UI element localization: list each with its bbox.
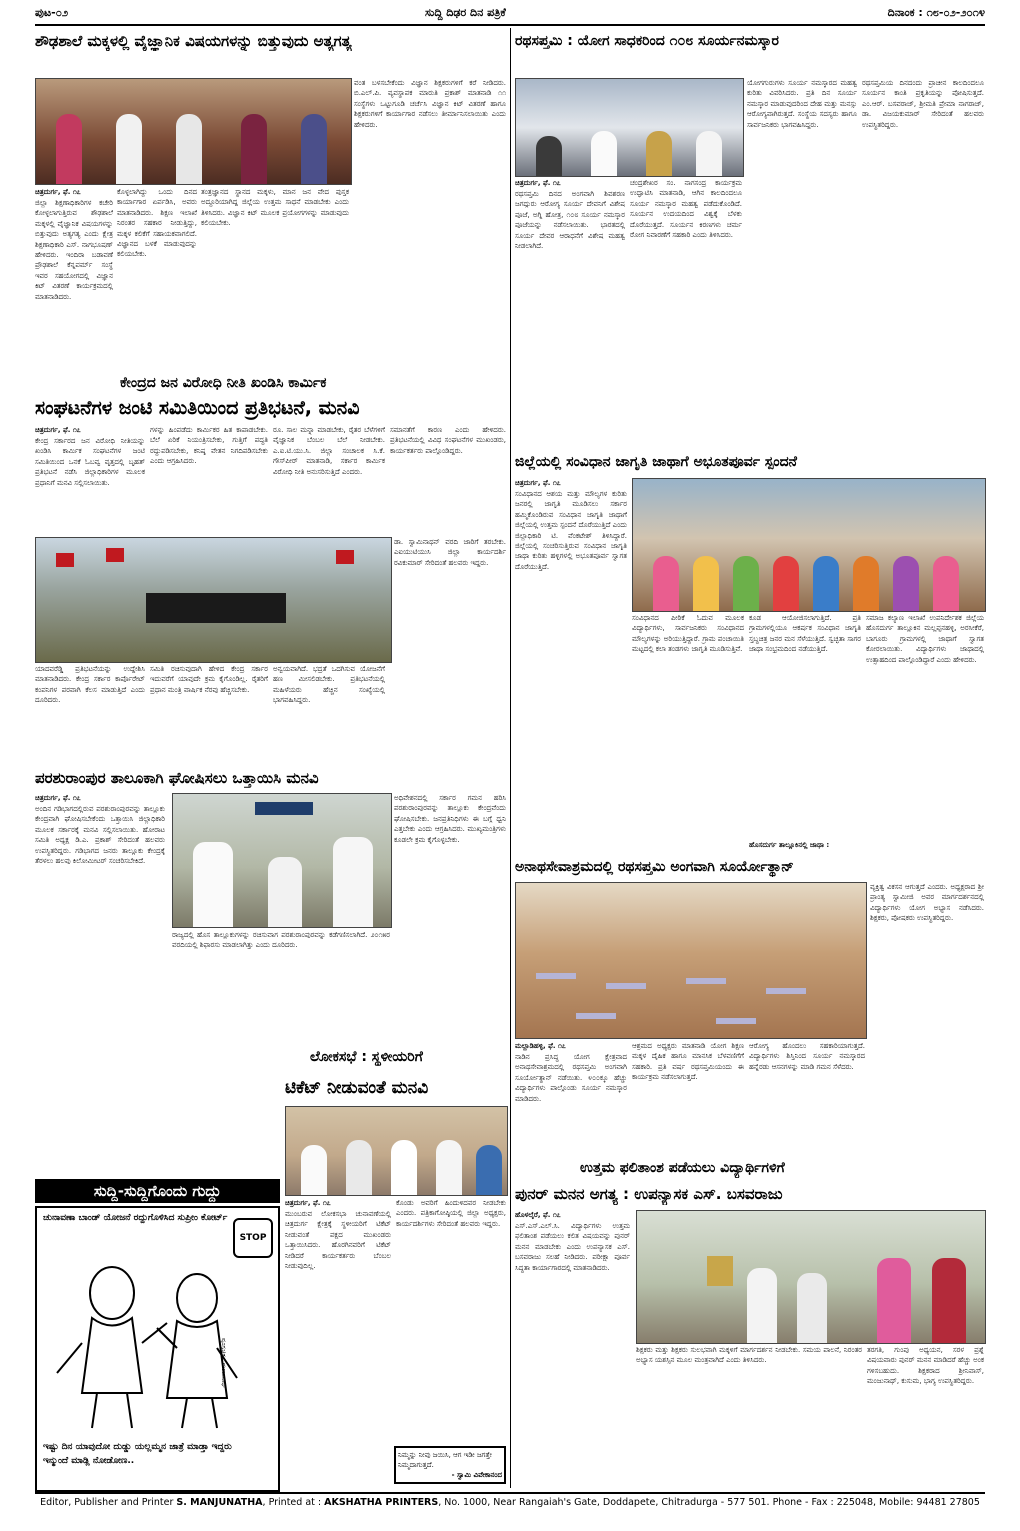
header-rule bbox=[35, 24, 985, 26]
constitution-col4: ಸಮಾಜ ಕಲ್ಯಾಣ ಇಲಾಖೆ ಉಪನಿರ್ದೇಶಕ ಜಿಲ್ಲೆಯ ಹೊಸದುರ್ಗ ತಾಲ್ಲೂಕಿನ ಮಲ್ಲಪ್ಪನಹಳ್ಳಿ, ಅರಸೀಕೆರೆ, ಬಾಗೂರು ಗ್ರಾಮಗಳಲ್ಲಿ ಜಾಥಾಗೆ ಸ್ವಾಗತ ಕೋರಲಾಯಿತು. ವಿದ್ಯಾರ್ಥಿಗಳು ಜಾಥಾದಲ್ಲಿ ಉತ್ಸಾಹದಿಂದ ಪಾಲ್ಗೊಂಡಿದ್ದಾರೆ ಎಂದು ಹೇಳಿದರು. bbox=[866, 614, 984, 664]
cartoon-caption-bottom: ಇಷ್ಟು ದಿನ ಯಾವುದೋ ದುಡ್ಡು ಯಲ್ಲಮ್ಮನ ಜಾತ್ರೆ ಮಾಡ್ತಾ ಇದ್ದರು ಇನ್ಮುಂದೆ ಮಾಡ್ಲಿ ನೋಡೋಣ.. bbox=[43, 1442, 232, 1466]
anandashrama-dateline: ಮಲ್ಲಾಡಿಹಳ್ಳಿ, ಫೆ. ೧೭ bbox=[515, 1042, 566, 1050]
protest-photo bbox=[35, 537, 392, 663]
ratha-saptami-dateline: ಚಿತ್ರದುರ್ಗ, ಫೆ. ೧೭ bbox=[515, 179, 561, 187]
science-kits-photo bbox=[35, 78, 352, 185]
lok-sabha-col2: ಕೊಂಡು ಅವರಿಗೆ ಹಿಂದುಳಿದವರ ನೀಡಬೇಕು ಎಂದರು. ಪತ್ರಿಕಾಗೋಷ್ಠಿಯಲ್ಲಿ ಜಿಲ್ಲಾ ಅಧ್ಯಕ್ಷರು, ಕಾರ್ಯದರ್ಶಿಗಳು ಸೇರಿದಂತೆ ಹಲವರು ಇದ್ದರು. bbox=[396, 1199, 506, 1228]
lok-sabha-photo bbox=[285, 1106, 508, 1196]
lok-sabha-headline: ಟಿಕೆಟ್ ನೀಡುವಂತೆ ಮನವಿ bbox=[285, 1078, 429, 1098]
protest-col3: ರೂ. ಸಾಲ ಮನ್ನಾ ಮಾಡಬೇಕು, ರೈತರ ಬೆಳೆಗಳಿಗೆ ವೈಜ್ಞಾನಿಕ ಬೆಂಬಲ ಬೆಲೆ ನೀಡಬೇಕು. ಎ.ಐ.ಟಿ.ಯು.ಸಿ. ಜಿಲ್ಲಾ ಸಂಚಾಲಕ ಸಿ.ಕೆ. ಗೌಸ್‌ಪೀರ್ ಮಾತನಾಡಿ, ಸರ್ಕಾರ ಕಾರ್ಮಿಕ ವಿರೋಧಿ ನೀತಿ ಅನುಸರಿಸುತ್ತಿದೆ ಎಂದರು. bbox=[273, 426, 385, 476]
stop-sign-label: STOP bbox=[239, 1233, 267, 1243]
imprint-mid: , Printed at : bbox=[262, 1497, 325, 1508]
protest-kicker: ಕೇಂದ್ರದ ಜನ ವಿರೋಧಿ ನೀತಿ ಖಂಡಿಸಿ ಕಾರ್ಮಿಕ bbox=[120, 375, 327, 391]
cartoon-drawing bbox=[47, 1253, 267, 1433]
protest-col5: ಯಾದವರೆಡ್ಡಿ ಪ್ರತಿಭಟನೆಯನ್ನು ಉದ್ದೇಶಿಸಿ ಮಾತನಾಡಿದರು. ಕೇಂದ್ರ ಸರ್ಕಾರ ಕಾರ್ಪೊರೇಟ್ ಕಂಪನಿಗಳ ಪರವಾಗಿ ಕೆಲಸ ಮಾಡುತ್ತಿದೆ ಎಂದು ದೂರಿದರು. bbox=[35, 665, 145, 705]
column-divider bbox=[510, 28, 511, 1488]
protest-col4: ಸಮಾನತೆಗೆ ಕಾರಣ ಎಂದು ಹೇಳಿದರು. ಪ್ರತಿಭಟನೆಯಲ್ಲಿ ವಿವಿಧ ಸಂಘಟನೆಗಳ ಮುಖಂಡರು, ಕಾರ್ಯಕರ್ತರು ಪಾಲ್ಗೊಂಡಿದ್ದರು. bbox=[390, 426, 506, 455]
imprint-press: AKSHATHA PRINTERS bbox=[324, 1497, 439, 1508]
quote-text: ನಿಮ್ಮನ್ನು ನೀವು ಜಯಿಸಿ, ಆಗ ಇಡೀ ಜಗತ್ತೇ ನಿಮ್ಮದಾಗುತ್ತದೆ. bbox=[398, 1451, 492, 1469]
cartoon-box bbox=[35, 1206, 280, 1492]
imprint-name: S. MANJUNATHA bbox=[176, 1497, 263, 1508]
ratha-saptami-col1: ರಥಸಪ್ತಮಿ ದಿನದ ಅಂಗವಾಗಿ ಶಿವಶರಣ ಜಗದ್ಗುರು ಆರೋಗ್ಯ ಸೂರ್ಯ ದೇವನಿಗೆ ವಿಶೇಷ ಪೂಜೆ, ಅಗ್ನಿ ಹೋತ್ರ, ೧೦೮ ಸೂರ್ಯ ನಮಸ್ಕಾರ ಪೂಜೆಯನ್ನು ನಡೆಸಲಾಯಿತು. ಭಾರತದಲ್ಲಿ ಸೂರ್ಯ ದೇವರ ಆರಾಧನೆಗೆ ವಿಶೇಷ ಮಹತ್ವ ನೀಡಲಾಗಿದೆ. bbox=[515, 190, 625, 251]
protest-col2: ಗಳನ್ನು ಹಿಂಪಡೆದು ಕಾರ್ಮಿಕರ ಹಿತ ಕಾಪಾಡಬೇಕು. ಬೆಲೆ ಏರಿಕೆ ನಿಯಂತ್ರಿಸಬೇಕು, ಗುತ್ತಿಗೆ ಪದ್ಧತಿ ರದ್ದುಪಡಿಸಬೇಕು, ಕನಿಷ್ಠ ವೇತನ ನಿಗದಿಪಡಿಸಬೇಕು ಎಂದು ಆಗ್ರಹಿಸಿದರು. bbox=[150, 426, 268, 466]
constitution-caption: ಹೊಸದುರ್ಗ ತಾಲ್ಲೂಕಿನಲ್ಲಿ ಜಾಥಾ : bbox=[749, 841, 830, 849]
protest-col1: ಕೇಂದ್ರ ಸರ್ಕಾರದ ಜನ ವಿರೋಧಿ ನೀತಿಯನ್ನು ಖಂಡಿಸಿ ಕಾರ್ಮಿಕ ಸಂಘಟನೆಗಳ ಜಂಟಿ ಸಮಿತಿಯಿಂದ ಒನಕೆ ಓಬವ್ವ ವೃತ್ತದಲ್ಲಿ ಬೃಹತ್ ಪ್ರತಿಭಟನೆ ನಡೆಸಿ ಜಿಲ್ಲಾಧಿಕಾರಿಗಳ ಮೂಲಕ ಪ್ರಧಾನಿಗೆ ಮನವಿ ಸಲ್ಲಿಸಲಾಯಿತು. bbox=[35, 437, 145, 487]
result-col3: ತರಗತಿ, ಗುಂಪು ಅಧ್ಯಯನ, ಸರಳ ಪ್ರಶ್ನೆ ವಿಷಯವಾರು ಪುನರ್ ಮನನ ಮಾಡಿದರೆ ಹೆಚ್ಚು ಅಂಕ ಗಳಿಸಬಹುದು. ಶಿಕ್ಷಕರಾದ ಶ್ರೀನಿವಾಸ್, ಮಂಜುನಾಥ್, ಕುಸುಮ, ಭಾಗ್ಯ ಉಪಸ್ಥಿತರಿದ್ದರು. bbox=[867, 1346, 984, 1386]
stop-sign-icon bbox=[233, 1218, 273, 1258]
protest-col6: ಸಮಿತಿ ರಚಿಸುವುದಾಗಿ ಹೇಳಿದ ಕೇಂದ್ರ ಸರ್ಕಾರ ಇದುವರೆಗೆ ಯಾವುದೇ ಕ್ರಮ ಕೈಗೊಂಡಿಲ್ಲ. ರೈತರಿಗೆ ಪ್ರಧಾನ ಮಂತ್ರಿ ವಾರ್ಷಿಕ ನೆರವು ಹೆಚ್ಚಿಸಬೇಕು. bbox=[150, 665, 268, 694]
imprint-tail: , No. 1000, Near Rangaiah's Gate, Doddapete, Chitradurga - 577 501. Phone - Fax : 225048, Mobile: 94481 27805 bbox=[438, 1497, 980, 1508]
paper-name: ಸುದ್ದಿ ದಿಢರ ದಿನ ಪತ್ರಿಕೆ bbox=[425, 6, 506, 19]
result-kicker: ಉತ್ತಮ ಫಲಿತಾಂಶ ಪಡೆಯಲು ವಿದ್ಯಾರ್ಥಿಗಳಿಗೆ bbox=[580, 1160, 785, 1176]
result-dateline: ಹೊಳಲ್ಕೆರೆ, ಫೆ. ೧೭ bbox=[515, 1211, 561, 1219]
anandashrama-col3: ಆರೋಗ್ಯ ಹೊಂದಲು ಸಹಕಾರಿಯಾಗುತ್ತದೆ. ವಿದ್ಯಾರ್ಥಿಗಳು ಶಿಸ್ತಿನಿಂದ ಸೂರ್ಯ ನಮಸ್ಕಾರದ ಹನ್ನೆರಡು ಆಸನಗಳನ್ನು ಮಾಡಿ ಗಮನ ಸೆಳೆದರು. bbox=[749, 1042, 865, 1071]
cartoon-banner: ಸುದ್ದಿ-ಸುದ್ದಿಗೊಂದು ಗುದ್ದು bbox=[35, 1179, 280, 1203]
result-headline: ಪುನರ್ ಮನನ ಅಗತ್ಯ : ಉಪನ್ಯಾಸಕ ಎಸ್. ಬಸವರಾಜು bbox=[515, 1185, 783, 1203]
ratha-saptami-photo bbox=[515, 78, 744, 177]
anandashrama-col1: ನಾಡಿನ ಪ್ರಸಿದ್ಧ ಯೋಗ ಕ್ಷೇತ್ರವಾದ ಅನಾಥಸೇವಾಶ್ರಮದಲ್ಲಿ ರಥಸಪ್ತಮಿ ಅಂಗವಾಗಿ ಸೂರ್ಯೋತ್ಥಾನ್ ನಡೆಯಿತು. ೪೦೦ಕ್ಕೂ ಹೆಚ್ಚು ವಿದ್ಯಾರ್ಥಿಗಳು ಪಾಲ್ಗೊಂಡು ಸೂರ್ಯ ನಮಸ್ಕಾರ ಮಾಡಿದರು. bbox=[515, 1053, 627, 1103]
protest-col8: ಡಾ. ಸ್ವಾಮಿನಾಥನ್ ವರದಿ ಜಾರಿಗೆ ತರಬೇಕು. ಎಐಯುಟಿಯುಸಿ ಜಿಲ್ಲಾ ಕಾರ್ಯದರ್ಶಿ ರವಿಕುಮಾರ್ ಸೇರಿದಂತೆ ಹಲವರು ಇದ್ದರು. bbox=[394, 538, 506, 567]
constitution-dateline: ಚಿತ್ರದುರ್ಗ, ಫೆ. ೧೭ bbox=[515, 479, 561, 487]
parashurampura-col2: ರಾಜ್ಯದಲ್ಲಿ ಹೊಸ ತಾಲ್ಲೂಕುಗಳನ್ನು ರಚಿಸುವಾಗ ಪರಶುರಾಂಪುರವನ್ನು ಕಡೆಗಣಿಸಲಾಗಿದೆ. ೨೦೧೫ರ ವರದಿಯಲ್ಲಿ ಶಿಫಾರಸು ಮಾಡಲಾಗಿತ್ತು ಎಂದು ದೂರಿದರು. bbox=[172, 931, 390, 950]
lok-sabha-dateline: ಚಿತ್ರದುರ್ಗ, ಫೆ. ೧೭ bbox=[285, 1199, 331, 1207]
science-kits-col3: ತಂತ್ರಜ್ಞಾನದ ಸ್ಥಾನದ ಮಕ್ಕಳು, ಮಾನ ಜನ ವೇದ ಪುಸ್ತಕ ಅದ್ದೂರಿಯಾಗಿದ್ದ ಜಿಲ್ಲೆಯ ಉತ್ತಮ ಸಾಧನೆ ಮಾಡಬೇಕು ಎಂದು ತಿಳಿಸಿದರು. ವಿಜ್ಞಾನ ಕಿಟ್ ಮೂಲಕ ಪ್ರಯೋಗಗಳನ್ನು ಮಾಡುವುದು ಕಲಿಯಬೇಕು. bbox=[201, 188, 349, 228]
cartoonist-credit: ವ್ಯಂಗ್ಯಚಿತ್ರ : ಮಂಜುನಾಥ್ bbox=[220, 1338, 227, 1389]
ratha-saptami-col4: ರಥಸಪ್ತಮಿಯ ದಿನದಂದು ಪ್ರಾಚೀನ ಕಾಲದಿಂದಲೂ ಸೂರ್ಯನ ಕಾಂತಿ ಪ್ರಕೃತಿಯನ್ನು ಪೋಷಿಸುತ್ತದೆ. ಎಂ.ಆರ್. ಬಸವರಾಜ್, ಶ್ರೀಮತಿ ಪ್ರೇಮಾ ನಾಗರಾಜ್, ಡಾ. ವಿಜಯಕುಮಾರ್ ಸೇರಿದಂತೆ ಹಲವರು ಉಪಸ್ಥಿತರಿದ್ದರು. bbox=[862, 79, 984, 129]
science-kits-col1: ಜಿಲ್ಲಾ ಶಿಕ್ಷಣಾಧಿಕಾರಿಗಳ ಕಚೇರಿ ಕೋಳ್ಳಲಾಗುತ್ತಿರುವ ಶೌಢಶಾಲೆ ಮಕ್ಕಳಲ್ಲಿ ವೈಜ್ಞಾನಿಕ ವಿಷಯಗಳನ್ನು ಬಿತ್ತುವುದು ಅತ್ಯಗತ್ಯ ಎಂದು ಕ್ಷೇತ್ರ ಶಿಕ್ಷಣಾಧಿಕಾರಿ ಎಸ್. ನಾಗಭೂಷಣ್ ಹೇಳಿದರು. ಇಂದಿರಾ ಬಡಾವಣೆ ಪ್ರೌಢಶಾಲೆ ಕೆನ್ನಪರ್ಮ್ ಸಂಸ್ಥೆ ಇವರ ಸಹಯೋಗದಲ್ಲಿ ವಿಜ್ಞಾನ ಕಿಟ್ ವಿತರಣೆ ಕಾರ್ಯಕ್ರಮದಲ್ಲಿ ಮಾತನಾಡಿದರು. bbox=[35, 199, 113, 301]
imprint-line bbox=[35, 1497, 985, 1508]
ratha-saptami-col2: ಚಂದ್ರಶೇಖರ ಸಂ. ನಾಗಸಂದ್ರ ಕಾರ್ಯಕ್ರಮ ಉದ್ಘಾಟಿಸಿ ಮಾತನಾಡಿ, ಆಗಿನ ಕಾಲದಿಂದಲೂ ಸೂರ್ಯ ನಮಸ್ಕಾರ ಮಹತ್ವ ಪಡೆದುಕೊಂಡಿದೆ. ಸೂರ್ಯನ ಉದಯದಿಂದ ವಿಶ್ವಕ್ಕೆ ಬೆಳಕು ದೊರೆಯುತ್ತದೆ. ಸೂರ್ಯನ ಕಿರಣಗಳು ಚರ್ಮ ರೋಗ ನಿವಾರಣೆಗೆ ಸಹಕಾರಿ ಎಂದು ತಿಳಿಸಿದರು. bbox=[630, 179, 742, 240]
constitution-col1: ಸಂವಿಧಾನದ ಆಶಯ ಮತ್ತು ಮೌಲ್ಯಗಳ ಕುರಿತು ಜನರಲ್ಲಿ ಜಾಗೃತಿ ಮೂಡಿಸಲು ಸರ್ಕಾರ ಹಮ್ಮಿಕೊಂಡಿರುವ ಸಂವಿಧಾನ ಜಾಗೃತಿ ಜಾಥಾಗೆ ಜಿಲ್ಲೆಯಲ್ಲಿ ಉತ್ತಮ ಸ್ಪಂದನೆ ದೊರೆಯುತ್ತಿದೆ ಎಂದು ಜಿಲ್ಲಾಧಿಕಾರಿ ಟಿ. ವೆಂಕಟೇಶ್ ತಿಳಿಸಿದ್ದಾರೆ. ಜಿಲ್ಲೆಯಲ್ಲಿ ಸಂಚರಿಸುತ್ತಿರುವ ಸಂವಿಧಾನ ಜಾಗೃತಿ ಜಾಥಾ ಕುರಿತು ಹಳ್ಳಿಗಳಲ್ಲಿ ಅಭೂತಪೂರ್ವ ಸ್ವಾಗತ ದೊರೆಯುತ್ತಿದೆ. bbox=[515, 490, 627, 571]
science-kits-col2: ಕೊಳ್ಳಲಾಗಿದ್ದು ಒಂದು ದಿನದ ಕಾರ್ಯಾಗಾರ ಏರ್ಪಡಿಸಿ, ಅವರು ಮಾತನಾಡಿದರು. ಶಿಕ್ಷಣ ಇಲಾಖೆ ನಿರಂತರ ಸಹಕಾರ ನೀಡುತ್ತಿದ್ದು, ಮಕ್ಕಳ ಕಲಿಕೆಗೆ ಸಹಾಯಕವಾಗಲಿದೆ. ವಿಜ್ಞಾನದ ಬಳಕೆ ಮಾಡುವುದನ್ನು ಕಲಿಯಬೇಕು. bbox=[117, 188, 197, 259]
science-kits-dateline: ಚಿತ್ರದುರ್ಗ, ಫೆ. ೧೭ bbox=[35, 188, 81, 196]
office-sign bbox=[255, 802, 313, 815]
protest-dateline: ಚಿತ್ರದುರ್ಗ, ಫೆ. ೧೭ bbox=[35, 426, 81, 434]
parashurampura-col1: ಅಂದಿನ ಗಡಿಭಾಗದಲ್ಲಿರುವ ಪರಶುರಾಂಪುರವನ್ನು ತಾಲ್ಲೂಕು ಕೇಂದ್ರವಾಗಿ ಘೋಷಿಸಬೇಕೆಂದು ಒತ್ತಾಯಿಸಿ ಜಿಲ್ಲಾಧಿಕಾರಿ ಮೂಲಕ ಸರ್ಕಾರಕ್ಕೆ ಮನವಿ ಸಲ್ಲಿಸಲಾಯಿತು. ಹೋರಾಟ ಸಮಿತಿ ಅಧ್ಯಕ್ಷ ಡಿ.ಎ. ಪ್ರಕಾಶ್ ಸೇರಿದಂತೆ ಹಲವರು ಉಪಸ್ಥಿತರಿದ್ದರು. ಗಡಿಭಾಗದ ಜನರು ತಾಲ್ಲೂಕು ಕೇಂದ್ರಕ್ಕೆ ತೆರಳಲು ಹಲವು ಕಿಲೋಮೀಟರ್ ಸಂಚರಿಸಬೇಕಿದೆ. bbox=[35, 805, 165, 866]
science-kits-col4: ವಂತ ಬಳಸಬೇಕೆಂದು ವಿಜ್ಞಾನ ಶಿಕ್ಷಕರುಗಳಿಗೆ ಕರೆ ನೀಡಿದರು. ಬಿ.ಎಲ್.ಪಿ. ವ್ಯವಸ್ಥಾಪಕ ಮಾರುತಿ ಪ್ರಕಾಶ್ ಮಾತನಾಡಿ ೧೧ ಸಂಸ್ಥೆಗಳು ಒಟ್ಟುಗೂಡಿ ಚರ್ಚೆಸಿ ವಿಜ್ಞಾನ ಕಿಟ್ ವಿತರಣೆ ಹಾಗೂ ಶಿಕ್ಷಕರುಗಳಿಗೆ ಕಾರ್ಯಾಗಾರ ನಡೆಸಲು ತೀರ್ಮಾನಿಸಲಾಯಿತು ಎಂದು ಹೇಳಿದರು. bbox=[354, 79, 506, 129]
result-photo bbox=[636, 1210, 986, 1344]
result-col1: ಎಸ್.ಎಸ್.ಎಲ್.ಸಿ. ವಿದ್ಯಾರ್ಥಿಗಳು ಉತ್ತಮ ಫಲಿತಾಂಶ ಪಡೆಯಲು ಕಲಿತ ವಿಷಯವನ್ನು ಪುನರ್ ಮನನ ಮಾಡಬೇಕು ಎಂದು ಉಪನ್ಯಾಸಕ ಎಸ್. ಬಸವರಾಜು ಸಲಹೆ ನೀಡಿದರು. ಪರೀಕ್ಷಾ ಪೂರ್ವ ಸಿದ್ಧತಾ ಕಾರ್ಯಾಗಾರದಲ್ಲಿ ಮಾತನಾಡಿದರು. bbox=[515, 1222, 630, 1272]
anandashrama-photo bbox=[515, 882, 867, 1039]
constitution-col2: ಸಂವಿಧಾನದ ಪೀಠಿಕೆ ಓದುವ ಮೂಲಕ ವಿದ್ಯಾರ್ಥಿಗಳು, ಸಾರ್ವಜನಿಕರು ಸಂವಿಧಾನದ ಮೌಲ್ಯಗಳನ್ನು ಅರಿಯುತ್ತಿದ್ದಾರೆ. ಗ್ರಾಮ ಪಂಚಾಯಿತಿ ಮಟ್ಟದಲ್ಲಿ ಕಲಾ ತಂಡಗಳು ಜಾಗೃತಿ ಮೂಡಿಸುತ್ತಿವೆ. bbox=[632, 614, 744, 654]
parashurampura-dateline: ಚಿತ್ರದುರ್ಗ, ಫೆ. ೧೭ bbox=[35, 794, 81, 802]
lok-sabha-col1: ಮುಂಬರುವ ಲೋಕಸಭಾ ಚುನಾವಣೆಯಲ್ಲಿ ಚಿತ್ರದುರ್ಗ ಕ್ಷೇತ್ರಕ್ಕೆ ಸ್ಥಳೀಯರಿಗೆ ಟಿಕೆಟ್ ನೀಡುವಂತೆ ಪಕ್ಷದ ಮುಖಂಡರು ಒತ್ತಾಯಿಸಿದರು. ಹೊರಗಿನವರಿಗೆ ಟಿಕೆಟ್ ನೀಡಿದರೆ ಕಾರ್ಯಕರ್ತರು ಬೆಂಬಲ ನೀಡುವುದಿಲ್ಲ. bbox=[285, 1210, 391, 1271]
imprint-lead: Editor, Publisher and Printer bbox=[40, 1497, 177, 1508]
anandashrama-col4: ವ್ಯಕ್ತಿತ್ವ ವಿಕಸನ ಆಗುತ್ತದೆ ಎಂದರು. ಅಧ್ಯಕ್ಷರಾದ ಶ್ರೀ ಪ್ರಾಂತ್ಯ ಸ್ವಾಮೀಜಿ ಅವರ ಮಾರ್ಗದರ್ಶನದಲ್ಲಿ ವಿದ್ಯಾರ್ಥಿಗಳು ಯೋಗ ಅಭ್ಯಾಸ ನಡೆಸಿದರು. ಶಿಕ್ಷಕರು, ಪೋಷಕರು ಉಪಸ್ಥಿತರಿದ್ದರು. bbox=[870, 883, 984, 923]
protest-headline: ಸಂಘಟನೆಗಳ ಜಂಟಿ ಸಮಿತಿಯಿಂದ ಪ್ರತಿಭಟನೆ, ಮನವಿ bbox=[35, 397, 360, 419]
science-kits-headline: ಶೌಢಶಾಲೆ ಮಕ್ಕಳಲ್ಲಿ ವೈಜ್ಞಾನಿಕ ವಿಷಯಗಳನ್ನು ಬಿತ್ತುವುದು ಅತ್ಯಗತ್ಯ bbox=[35, 32, 352, 50]
parashurampura-col3: ಅಧಿವೇಶನದಲ್ಲಿ ಸರ್ಕಾರ ಗಮನ ಹರಿಸಿ ಪರಶುರಾಂಪುರವನ್ನು ತಾಲ್ಲೂಕು ಕೇಂದ್ರವೆಂದು ಘೋಷಿಸಬೇಕು. ಜನಪ್ರತಿನಿಧಿಗಳು ಈ ಬಗ್ಗೆ ಧ್ವನಿ ಎತ್ತಬೇಕು ಎಂದು ಆಗ್ರಹಿಸಿದರು. ಮುಖ್ಯಮಂತ್ರಿಗಳು ಕೂಡಲೇ ಕ್ರಮ ಕೈಗೊಳ್ಳಬೇಕು. bbox=[394, 794, 506, 844]
ratha-saptami-col3: ಯೋಗಗುರುಗಳು ಸೂರ್ಯ ನಮಸ್ಕಾರದ ಮಹತ್ವ ಕುರಿತು ವಿವರಿಸಿದರು. ಪ್ರತಿ ದಿನ ಸೂರ್ಯ ನಮಸ್ಕಾರ ಮಾಡುವುದರಿಂದ ದೇಹ ಮತ್ತು ಮನಸ್ಸು ಆರೋಗ್ಯವಾಗಿರುತ್ತದೆ. ಸಂಸ್ಥೆಯ ಸದಸ್ಯರು ಹಾಗೂ ಸಾರ್ವಜನಿಕರು ಭಾಗವಹಿಸಿದ್ದರು. bbox=[747, 79, 857, 129]
cartoon-caption-top: ಚುನಾವಣಾ ಬಾಂಡ್ ಯೋಜನೆ ರದ್ದುಗೊಳಿಸಿದ ಸುಪ್ರೀಂ ಕೋರ್ಟ್ bbox=[43, 1213, 228, 1223]
protest-col7: ಅನ್ವಯವಾಗಿದೆ. ಭದ್ರತೆ ಒದಗಿಸುವ ಯೋಜನೆಗೆ ಹಣ ಮೀಸಲಿಡಬೇಕು. ಪ್ರತಿಭಟನೆಯಲ್ಲಿ ಮಹಿಳೆಯರು ಹೆಚ್ಚಿನ ಸಂಖ್ಯೆಯಲ್ಲಿ ಭಾಗವಹಿಸಿದ್ದರು. bbox=[273, 665, 385, 705]
quote-box bbox=[394, 1446, 506, 1484]
lok-sabha-kicker: ಲೋಕಸಭೆ : ಸ್ಥಳೀಯರಿಗೆ bbox=[310, 1049, 423, 1065]
constitution-col3: ಕೂಡ ಆಯೋಜಿಸಲಾಗುತ್ತಿದೆ. ಪ್ರತಿ ಗ್ರಾಮಗಳಲ್ಲಿಯೂ ಆಕರ್ಷಕ ಸಂವಿಧಾನ ಜಾಗೃತಿ ಸ್ತಬ್ಧಚಿತ್ರ ಜನರ ಮನ ಸೆಳೆಯುತ್ತಿದೆ. ಸ್ವಚ್ಛತಾ ಸಾಗರ ಜಾಥಾ ಸಂಭ್ರಮದಿಂದ ನಡೆಯುತ್ತಿದೆ. bbox=[749, 614, 861, 654]
constitution-headline: ಜಿಲ್ಲೆಯಲ್ಲಿ ಸಂವಿಧಾನ ಜಾಗೃತಿ ಜಾಥಾಗೆ ಅಭೂತಪೂರ್ವ ಸ್ಪಂದನೆ bbox=[515, 454, 797, 470]
issue-date: ದಿನಾಂಕ : ೧೮-೦೨-೨೦೧೪ bbox=[887, 6, 985, 19]
result-col2: ಶಿಕ್ಷಕರು ಮತ್ತು ಶಿಕ್ಷಕರು ಸುಲಭವಾಗಿ ಮಕ್ಕಳಿಗೆ ಮಾರ್ಗದರ್ಶನ ನೀಡಬೇಕು. ಸಮಯ ಪಾಲನೆ, ನಿರಂತರ ಅಭ್ಯಾಸ ಯಶಸ್ಸಿನ ಮೂಲ ಮಂತ್ರವಾಗಿದೆ ಎಂದು ತಿಳಿಸಿದರು. bbox=[636, 1346, 862, 1365]
quote-author: - ಸ್ವಾಮಿ ವಿವೇಕಾನಂದ bbox=[451, 1471, 502, 1479]
parashurampura-photo bbox=[172, 793, 392, 928]
anandashrama-headline: ಅನಾಥಸೇವಾಶ್ರಮದಲ್ಲಿ ರಥಸಪ್ತಮಿ ಅಂಗವಾಗಿ ಸೂರ್ಯೋತ್ಥಾನ್ bbox=[515, 859, 794, 875]
header-bar bbox=[35, 4, 985, 22]
parashurampura-headline: ಪರಶುರಾಂಪುರ ತಾಲೂಕಾಗಿ ಘೋಷಿಸಲು ಒತ್ತಾಯಿಸಿ ಮನವಿ bbox=[35, 769, 319, 787]
footer-rule bbox=[35, 1492, 985, 1494]
constitution-photo bbox=[632, 478, 986, 612]
page-number: ಪುಟ-೦೨ bbox=[35, 6, 69, 19]
ratha-saptami-headline: ರಥಸಪ್ತಮಿ : ಯೋಗ ಸಾಧಕರಿಂದ ೧೦೮ ಸೂರ್ಯನಮಸ್ಕಾರ bbox=[515, 33, 779, 49]
anandashrama-col2: ಆಶ್ರಮದ ಅಧ್ಯಕ್ಷರು ಮಾತನಾಡಿ ಯೋಗ ಶಿಕ್ಷಣ ಮಕ್ಕಳ ದೈಹಿಕ ಹಾಗೂ ಮಾನಸಿಕ ಬೆಳವಣಿಗೆಗೆ ಸಹಕಾರಿ. ಪ್ರತಿ ವರ್ಷ ರಥಸಪ್ತಮಿಯಂದು ಈ ಕಾರ್ಯಕ್ರಮ ನಡೆಸಲಾಗುತ್ತದೆ. bbox=[632, 1042, 744, 1082]
